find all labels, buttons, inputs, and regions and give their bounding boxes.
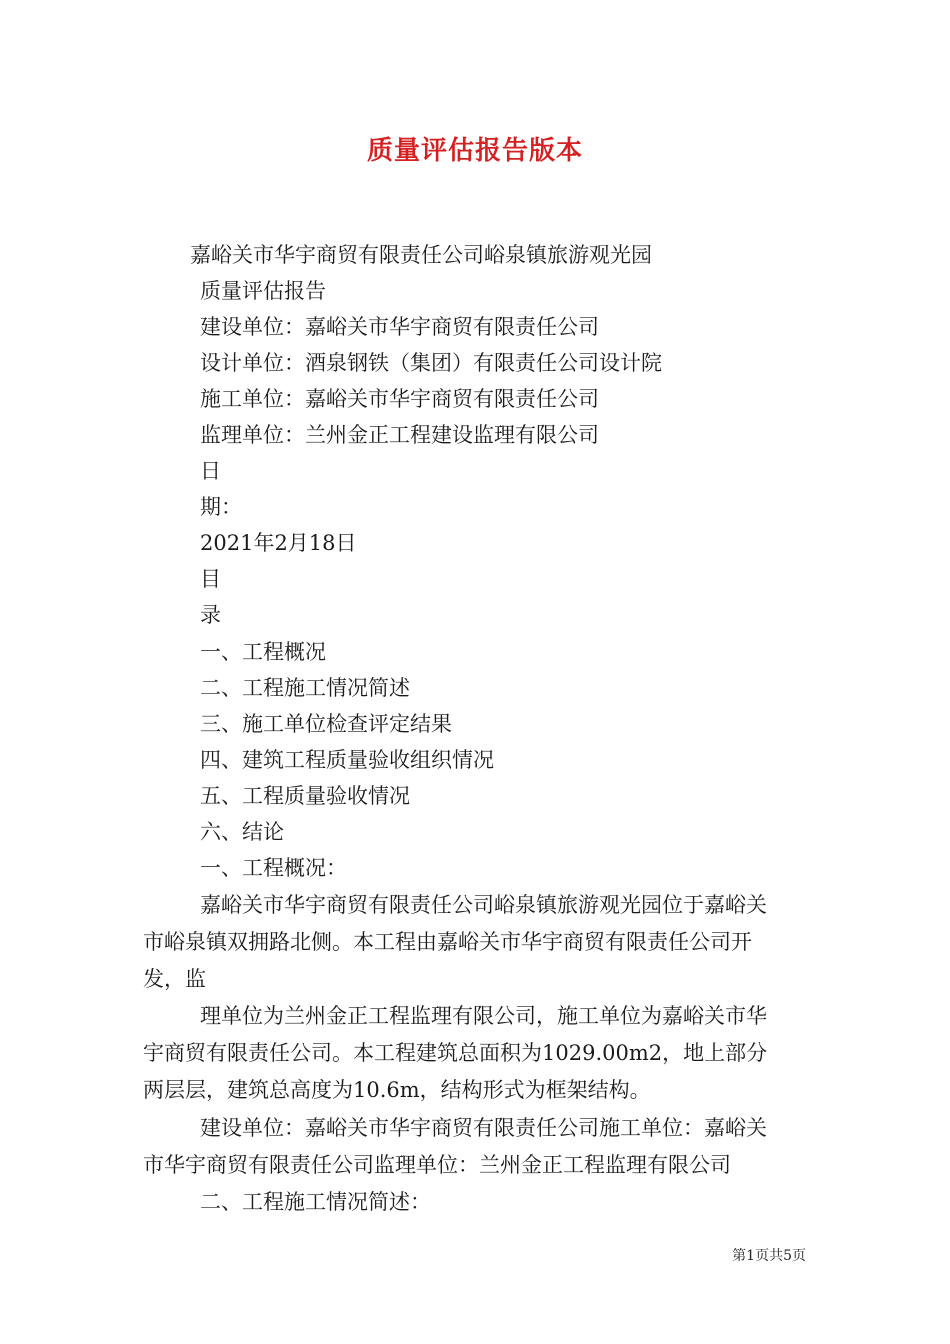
date-label-1: 日 bbox=[200, 459, 221, 483]
paragraph-line: 发，监 bbox=[143, 967, 206, 991]
cover-project-name: 嘉峪关市华宇商贸有限责任公司峪泉镇旅游观光园 bbox=[190, 243, 652, 267]
toc-heading-2: 录 bbox=[200, 603, 221, 627]
paragraph-line: 市峪泉镇双拥路北侧。本工程由嘉峪关市华宇商贸有限责任公司开 bbox=[143, 930, 752, 954]
paragraph-line: 理单位为兰州金正工程监理有限公司，施工单位为嘉峪关市华 bbox=[200, 1004, 767, 1028]
toc-item: 三、施工单位检查评定结果 bbox=[200, 712, 452, 736]
paragraph-line: 宇商贸有限责任公司。本工程建筑总面积为1029.00m2，地上部分 bbox=[143, 1041, 768, 1065]
paragraph-line: 市华宇商贸有限责任公司监理单位：兰州金正工程监理有限公司 bbox=[143, 1153, 731, 1177]
toc-heading-1: 目 bbox=[200, 567, 221, 591]
date-value: 2021年2月18日 bbox=[200, 531, 357, 555]
document-title: 质量评估报告版本 bbox=[366, 136, 583, 166]
page-indicator: 第1页共5页 bbox=[732, 1248, 806, 1264]
design-unit: 设计单位：酒泉钢铁（集团）有限责任公司设计院 bbox=[200, 351, 662, 375]
supervisor-unit: 监理单位：兰州金正工程建设监理有限公司 bbox=[200, 423, 599, 447]
paragraph-line: 嘉峪关市华宇商贸有限责任公司峪泉镇旅游观光园位于嘉峪关 bbox=[200, 893, 767, 917]
section-heading: 二、工程施工情况简述： bbox=[200, 1190, 431, 1214]
cover-report-name: 质量评估报告 bbox=[200, 279, 326, 303]
toc-item: 四、建筑工程质量验收组织情况 bbox=[200, 748, 494, 772]
paragraph-line: 建设单位：嘉峪关市华宇商贸有限责任公司施工单位：嘉峪关 bbox=[200, 1116, 767, 1140]
date-label-2: 期： bbox=[200, 495, 242, 519]
paragraph-line: 两层层，建筑总高度为10.6m，结构形式为框架结构。 bbox=[143, 1078, 651, 1102]
toc-item: 五、工程质量验收情况 bbox=[200, 784, 410, 808]
section-heading: 一、工程概况： bbox=[200, 856, 347, 880]
toc-item: 一、工程概况 bbox=[200, 640, 326, 664]
builder-unit: 施工单位：嘉峪关市华宇商贸有限责任公司 bbox=[200, 387, 599, 411]
construction-unit: 建设单位：嘉峪关市华宇商贸有限责任公司 bbox=[200, 315, 599, 339]
toc-item: 六、结论 bbox=[200, 820, 284, 844]
toc-item: 二、工程施工情况简述 bbox=[200, 676, 410, 700]
